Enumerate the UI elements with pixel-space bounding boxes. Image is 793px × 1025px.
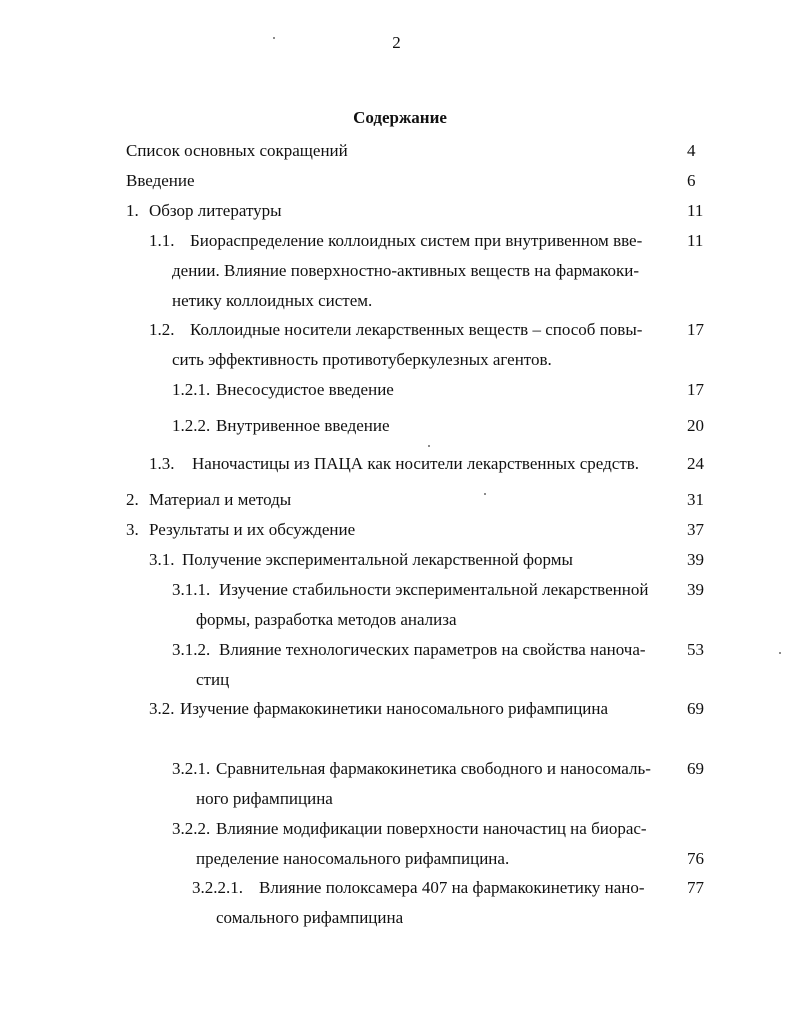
toc-page-number: 17 — [687, 380, 704, 399]
toc-entry-number: 3.2.1. — [172, 759, 211, 778]
toc-page-number: 17 — [687, 320, 704, 339]
toc-entry-title: Наночастицы из ПАЦА как носители лекарственных средств. — [192, 454, 640, 473]
toc-entry-number: 3.1. — [149, 550, 175, 569]
toc-entry-title-continuation: сомального рифампицина — [216, 908, 404, 927]
toc-entry-title: Влияние полоксамера 407 на фармакокинетику нано- — [259, 878, 645, 897]
toc-entry-number: 1.3. — [149, 454, 175, 473]
toc-entry-number: 1.2.1. — [172, 380, 211, 399]
toc-entry-number: 3.2. — [149, 699, 175, 718]
toc-entry-number: 1.1. — [149, 231, 175, 250]
toc-entry-number: 3.1.2. — [172, 640, 211, 659]
toc-entry-number: 1.2. — [149, 320, 175, 339]
toc-entry-number: 3. — [126, 520, 139, 539]
toc-page-number: 31 — [687, 490, 704, 509]
toc-page-number: 69 — [687, 759, 704, 778]
toc-entry-title: Введение — [126, 171, 195, 190]
toc-entry-title: Коллоидные носители лекарственных веществ – способ повы- — [190, 320, 643, 339]
toc-entry-title: Внесосудистое введение — [216, 380, 394, 399]
toc-entry-title: Влияние модификации поверхности наночастиц на биорас- — [216, 819, 647, 838]
toc-page-number: 11 — [687, 231, 704, 250]
toc-entry-title-continuation: нетику коллоидных систем. — [172, 291, 373, 310]
toc-page-number: 4 — [687, 141, 696, 160]
toc-page-number: 76 — [687, 849, 704, 868]
toc-entry-title: Получение экспериментальной лекарственной формы — [182, 550, 573, 569]
toc-entry-number: 3.1.1. — [172, 580, 211, 599]
toc-page-number: 37 — [687, 520, 704, 539]
toc-page-number: 24 — [687, 454, 704, 473]
scan-speck — [428, 445, 430, 447]
toc-entry-title: Материал и методы — [149, 490, 292, 509]
scan-speck — [273, 37, 275, 39]
scan-speck — [484, 493, 486, 495]
scan-speck — [779, 652, 781, 654]
toc-entry-title-continuation: дении. Влияние поверхностно-активных веществ на фармакоки- — [172, 261, 640, 280]
toc-entry-number: 3.2.2. — [172, 819, 211, 838]
toc-entry-title-continuation: ного рифампицина — [196, 789, 333, 808]
toc-page-number: 39 — [687, 580, 704, 599]
toc-entry-number: 2. — [126, 490, 139, 509]
toc-entry-title-continuation: стиц — [196, 670, 230, 689]
toc-entry-title: Сравнительная фармакокинетика свободного и наносомаль- — [216, 759, 651, 778]
toc-entry-number: 1. — [126, 201, 139, 220]
toc-page-number: 77 — [687, 878, 704, 897]
toc-entry-title-continuation: сить эффективность противотуберкулезных агентов. — [172, 350, 552, 369]
toc-entry-title: Влияние технологических параметров на свойства наноча- — [219, 640, 646, 659]
toc-page-number: 20 — [687, 416, 704, 435]
page-title: Содержание — [353, 108, 447, 127]
toc-entry-title: Результаты и их обсуждение — [149, 520, 356, 539]
toc-entry-title: Список основных сокращений — [126, 141, 348, 160]
toc-entry-title: Изучение стабильности экспериментальной лекарственной — [219, 580, 649, 599]
page-number: 2 — [392, 33, 401, 52]
toc-page-number: 69 — [687, 699, 704, 718]
toc-entry-title-continuation: пределение наносомального рифампицина. — [196, 849, 510, 868]
toc-entry-title: Обзор литературы — [149, 201, 282, 220]
toc-entry-title: Биораспределение коллоидных систем при внутривенном вве- — [190, 231, 643, 250]
toc-entry-number: 3.2.2.1. — [192, 878, 243, 897]
toc-entry-title: Изучение фармакокинетики наносомального рифампицина — [180, 699, 609, 718]
toc-page-number: 39 — [687, 550, 704, 569]
toc-page-number: 6 — [687, 171, 696, 190]
toc-page-number: 53 — [687, 640, 704, 659]
toc-entry-title: Внутривенное введение — [216, 416, 390, 435]
toc-page-number: 11 — [687, 201, 704, 220]
toc-entry-title-continuation: формы, разработка методов анализа — [196, 610, 457, 629]
toc-entry-number: 1.2.2. — [172, 416, 211, 435]
